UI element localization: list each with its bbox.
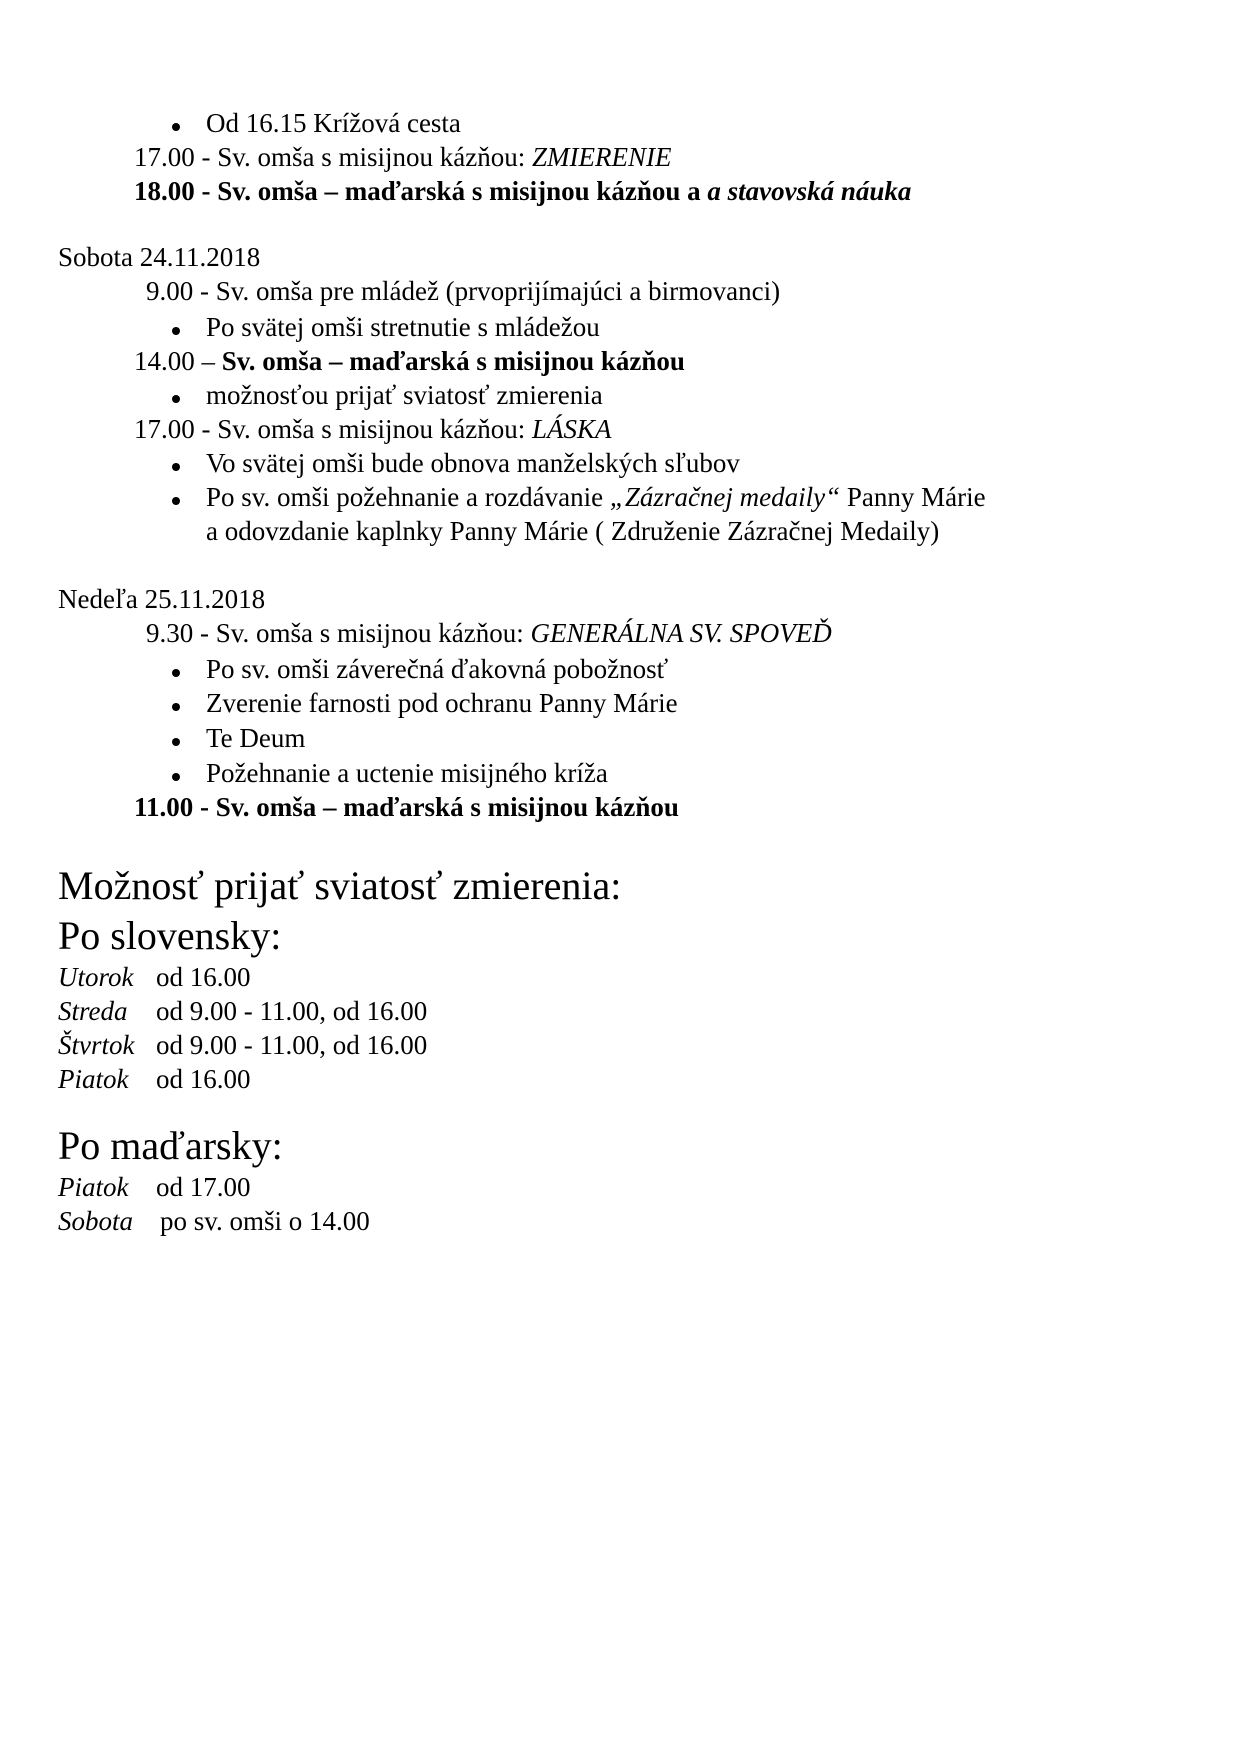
bullet-dot	[172, 395, 180, 403]
saturday-mass-1400	[134, 344, 685, 378]
sunday-mass-0930-theme: GENERÁLNA SV. SPOVEĎ	[530, 618, 832, 648]
hungarian-heading: Po maďarsky:	[58, 1123, 283, 1168]
slovak-row	[58, 1062, 251, 1096]
confession-title: Možnosť prijať sviatosť zmierenia:	[58, 863, 622, 908]
friday-mass-1800	[134, 174, 911, 208]
saturday-mass-1400-bold: Sv. omša – maďarská s misijnou kázňou	[221, 346, 685, 376]
sunday-bullet-entrust: Zverenie farnosti pod ochranu Panny Márie	[206, 688, 678, 718]
saturday-bullet-medal-prefix: Po sv. omši požehnanie a rozdávanie	[206, 482, 610, 512]
saturday-bullet-medal-suffix: Panny Márie	[840, 482, 986, 512]
saturday-bullet-medal-line2: a odovzdanie kaplnky Panny Márie ( Združenie Zázračnej Medaily)	[206, 516, 940, 546]
slovak-heading: Po slovensky:	[58, 913, 282, 958]
sunday-mass-0930	[146, 616, 832, 650]
saturday-mass-0900: 9.00 - Sv. omša pre mládež (prvoprijímajúci a birmovanci)	[146, 276, 781, 306]
bullet-dot	[172, 773, 180, 781]
sunday-mass-1100: 11.00 - Sv. omša – maďarská s misijnou kázňou	[134, 792, 679, 822]
slovak-row	[58, 994, 427, 1028]
bullet-dot	[172, 123, 180, 131]
bullet-dot	[172, 497, 180, 505]
bullet-dot	[172, 463, 180, 471]
bullet-dot	[172, 669, 180, 677]
bullet-dot	[172, 738, 180, 746]
slovak-time: od 9.00 - 11.00, od 16.00	[156, 1030, 428, 1060]
friday-bullet-cross: Od 16.15 Krížová cesta	[206, 108, 461, 138]
friday-mass-1700-theme: ZMIERENIE	[532, 142, 672, 172]
saturday-bullet-vows: Vo svätej omši bude obnova manželských sľubov	[206, 448, 740, 478]
slovak-row	[58, 960, 251, 994]
saturday-bullet-medal-italic: „Zázračnej medaily“	[609, 482, 841, 512]
hungarian-row	[58, 1204, 370, 1238]
sunday-bullet-tedeum: Te Deum	[206, 723, 306, 753]
saturday-mass-1700-theme: LÁSKA	[532, 414, 612, 444]
hungarian-day: Sobota	[58, 1206, 134, 1236]
slovak-day: Utorok	[58, 962, 134, 992]
slovak-day: Štvrtok	[58, 1030, 135, 1060]
slovak-day: Piatok	[58, 1064, 129, 1094]
slovak-time: od 9.00 - 11.00, od 16.00	[156, 996, 428, 1026]
saturday-mass-1700-prefix: 17.00 - Sv. omša s misijnou kázňou:	[134, 414, 532, 444]
saturday-bullet-youth: Po svätej omši stretnutie s mládežou	[206, 312, 600, 342]
friday-mass-1700	[134, 140, 671, 174]
hungarian-row	[58, 1170, 251, 1204]
saturday-mass-1700	[134, 412, 612, 446]
slovak-time: od 16.00	[156, 1064, 251, 1094]
slovak-day: Streda	[58, 996, 128, 1026]
sunday-mass-0930-prefix: 9.30 - Sv. omša s misijnou kázňou:	[146, 618, 531, 648]
friday-mass-1800-bold: 18.00 - Sv. omša – maďarská s misijnou kázňou a	[134, 176, 708, 206]
bullet-dot	[172, 327, 180, 335]
hungarian-time: po sv. omši o 14.00	[160, 1206, 370, 1236]
sunday-bullet-cross: Požehnanie a uctenie misijného kríža	[206, 758, 608, 788]
saturday-mass-1400-prefix: 14.00 –	[134, 346, 222, 376]
hungarian-day: Piatok	[58, 1172, 129, 1202]
friday-mass-1800-bolditalic: a stavovská náuka	[707, 176, 912, 206]
hungarian-time: od 17.00	[156, 1172, 251, 1202]
slovak-row	[58, 1028, 427, 1062]
saturday-bullet-medal	[206, 480, 986, 514]
slovak-time: od 16.00	[156, 962, 251, 992]
bullet-dot	[172, 703, 180, 711]
sunday-heading: Nedeľa 25.11.2018	[58, 584, 266, 614]
sunday-bullet-thanks: Po sv. omši záverečná ďakovná pobožnosť	[206, 654, 669, 684]
saturday-bullet-confession: možnosťou prijať sviatosť zmierenia	[206, 380, 603, 410]
saturday-heading: Sobota 24.11.2018	[58, 242, 261, 272]
friday-mass-1700-prefix: 17.00 - Sv. omša s misijnou kázňou:	[134, 142, 532, 172]
